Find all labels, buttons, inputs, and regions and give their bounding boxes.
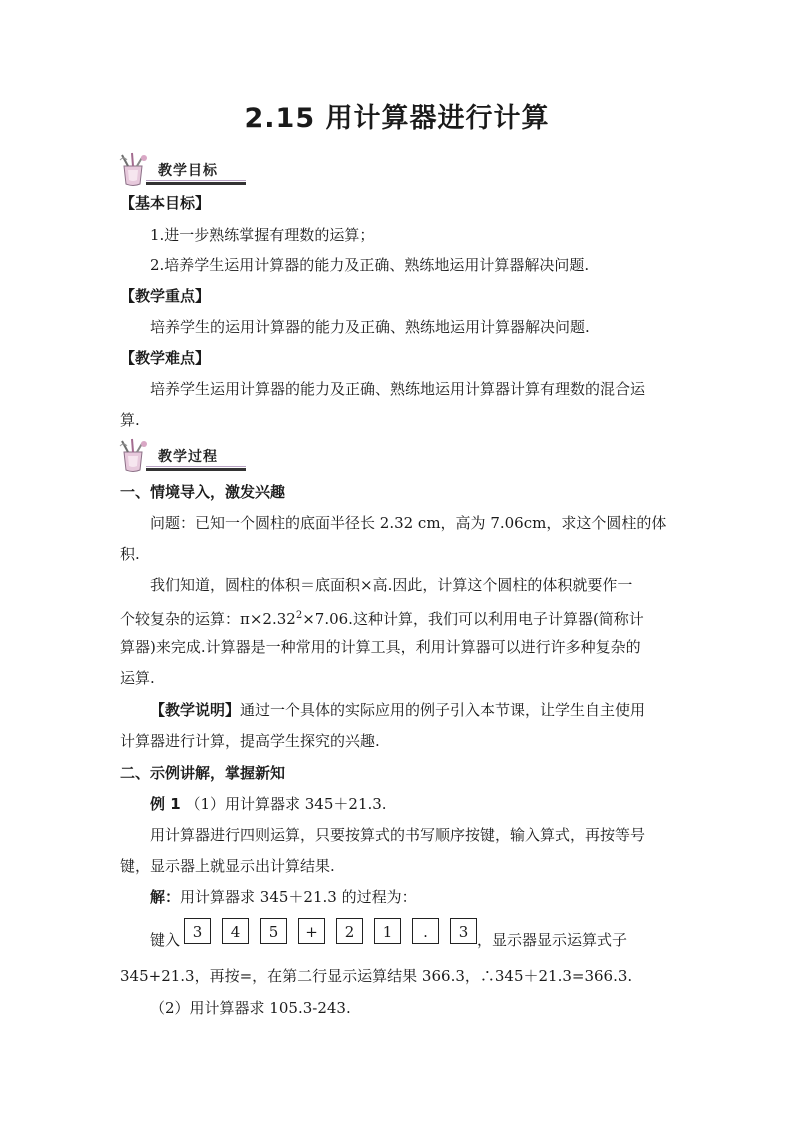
calculator-key: 2 [336,918,363,944]
teaching-note-line1 [150,700,676,720]
basic-goal-item-1: 1.进一步熟练掌握有理数的运算； [150,226,375,244]
part1-heading: 一、情境导入，激发兴趣 [120,483,286,501]
banner-goals-label: 教学目标 [158,163,218,179]
example1-text: （1）用计算器求 345＋21.3. [185,795,387,813]
banner-underline-accent [146,466,246,467]
section-banner-goals [118,152,246,190]
solution-line [150,887,676,907]
part1-problem-line1: 问题：已知一个圆柱的底面半径长 2.32 cm，高为 7.06cm，求这个圆柱的体 [150,514,667,532]
example1-line [150,794,676,814]
calculator-key: 3 [450,918,477,944]
calculator-key: 4 [222,918,249,944]
banner-underline-accent [146,180,246,181]
solution-label: 解： [150,888,181,906]
calculator-key: 1 [374,918,401,944]
result-line: 345+21.3，再按=，在第二行显示运算结果 366.3，∴345＋21.3=366.3. [120,967,633,985]
calculator-keys [184,918,477,944]
example1-label: 例 1 [150,795,181,813]
part1-para2-line3: 算器)来完成.计算器是一种常用的计算工具，利用计算器可以进行许多种复杂的 [120,638,641,656]
teaching-note-text: 通过一个具体的实际应用的例子引入本节课，让学生自主使用 [240,701,646,719]
description-line1: 用计算器进行四则运算，只要按算式的书写顺序按键，输入算式，再按等号 [150,826,646,844]
basic-goal-item-2: 2.培养学生运用计算器的能力及正确、熟练地运用计算器解决问题. [150,256,590,274]
banner-underline [146,182,246,185]
key-prefix: 键入 [150,931,181,949]
calculator-key: 5 [260,918,287,944]
banner-process-label: 教学过程 [158,449,218,465]
part1-problem-line2: 积. [120,545,140,563]
basic-goals-heading: 【基本目标】 [120,194,211,212]
teaching-note-label: 【教学说明】 [150,701,241,719]
page-title: 2.15 用计算器进行计算 [244,103,550,134]
part2-heading: 二、示例讲解，掌握新知 [120,764,286,782]
calculator-key: + [298,918,325,944]
difficult-points-text-line2: 算. [120,411,140,429]
difficult-points-text-line1: 培养学生运用计算器的能力及正确、熟练地运用计算器计算有理数的混合运 [150,380,646,398]
banner-underline [146,468,246,471]
section-banner-process [118,438,246,476]
key-points-heading: 【教学重点】 [120,287,211,305]
part1-para2-line2 [120,606,676,629]
key-sequence-row [150,924,680,950]
exponent: 2 [295,610,303,621]
key-points-text: 培养学生的运用计算器的能力及正确、熟练地运用计算器解决问题. [150,318,590,336]
solution-text: 用计算器求 345＋21.3 的过程为： [180,888,417,906]
part1-para2-line2-a: 个较复杂的运算：π×2.32 [120,610,296,628]
calculator-key: . [412,918,439,944]
key-suffix: ，显示器显示运算式子 [477,931,628,949]
description-line2: 键，显示器上就显示出计算结果. [120,857,335,875]
part1-para2-line4: 运算. [120,669,155,687]
part1-para2-line2-b: ×7.06.这种计算，我们可以利用电子计算器(简称计 [302,610,644,628]
part1-para2-line1: 我们知道，圆柱的体积＝底面积×高.因此，计算这个圆柱的体积就要作一 [150,576,633,594]
difficult-points-heading: 【教学难点】 [120,349,211,367]
calculator-key: 3 [184,918,211,944]
example1-part2: （2）用计算器求 105.3-243. [150,999,351,1017]
teaching-note-line2: 计算器进行计算，提高学生探究的兴趣. [120,732,380,750]
